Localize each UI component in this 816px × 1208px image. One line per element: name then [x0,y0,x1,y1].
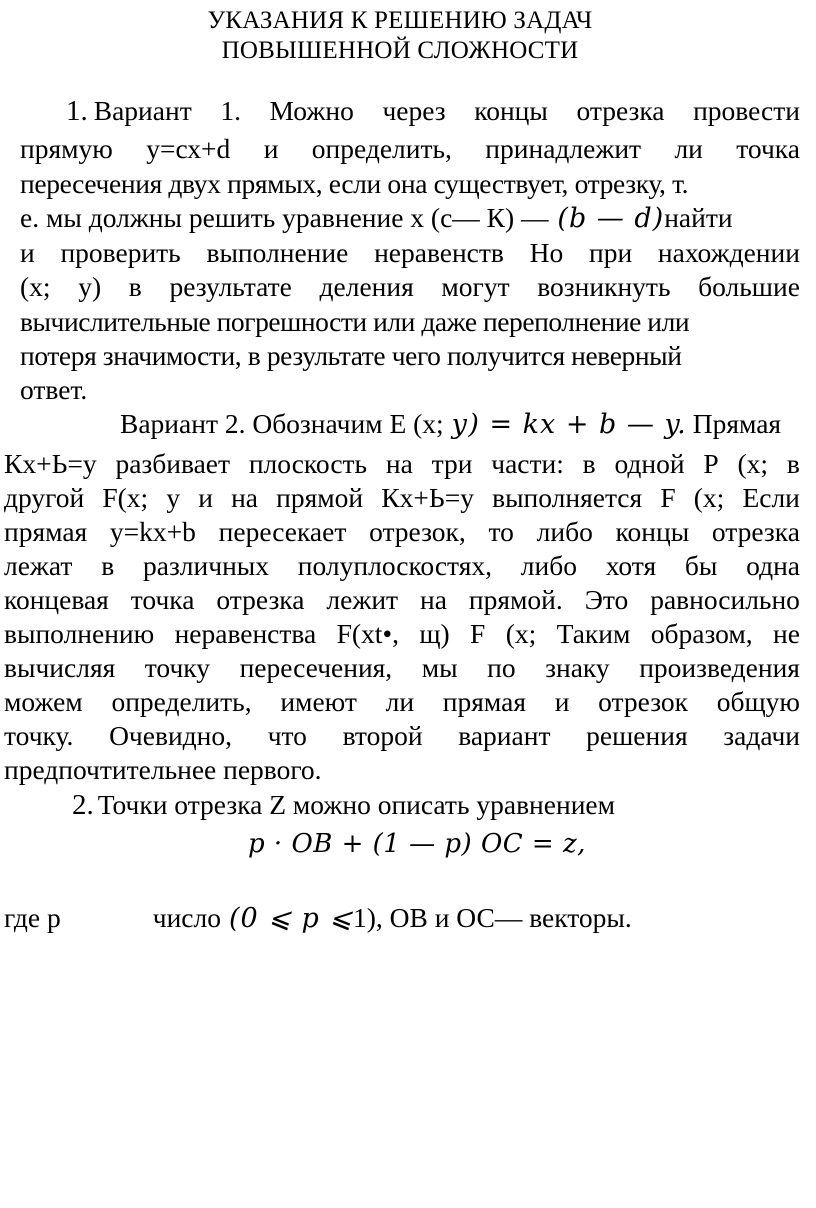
item1-number: 1. [66,95,88,127]
heading-line-2: ПОВЫШЕННОЙ СЛОЖНОСТИ [221,37,579,64]
word: образом, [650,618,753,649]
word: (х; [737,448,769,479]
word: определить, [111,686,252,717]
word: прямая [4,516,88,547]
word: решения [586,720,688,751]
item1-after-formula: найти [664,202,733,233]
item2-line-1 [72,789,800,821]
word: бы [684,550,718,581]
word: полуплоскостях, [297,550,492,581]
word: и [20,237,35,268]
variant2-line-1 [120,408,800,441]
variant2-line-4 [4,516,800,548]
item1-line-9-text: ответ. [20,374,88,405]
word: (х; [20,271,51,302]
word: точка [736,133,800,164]
word: имеют [280,686,357,717]
variant2-line-10 [4,720,800,752]
word: точку [144,652,211,683]
item1-formula: (b — d) [557,203,665,234]
variant2-line-11-text: предпочтительнее первого. [4,754,322,785]
word: результате [169,271,292,302]
variant2-line-8 [4,652,800,684]
word: прямой. [468,584,563,615]
word: Вариант [93,95,192,126]
item1-line-3 [20,168,800,200]
word: неравенства [174,618,317,649]
word: Можно [269,95,354,126]
word: пересекает [218,516,347,547]
word: нахождении [657,237,800,268]
word: плоскость [248,448,368,479]
word: знаку [545,652,610,683]
item1-line-7-text: вычислительные погрешности или даже переполнение или [20,306,690,337]
word: через [382,95,446,126]
word: у) [78,271,102,302]
word: отрезка [576,95,665,126]
word: общую [716,686,800,717]
word: одной [614,448,685,479]
word: Кх+Ь=у [4,448,97,479]
word: ли [674,133,703,164]
word: отрезка [216,584,305,615]
word: Р [703,448,719,479]
word: могут [441,271,510,302]
word: прямой [276,482,364,513]
word: что [267,720,307,751]
word: можем [4,686,83,717]
word: Очевидно, [109,720,232,751]
word: в [786,448,800,479]
word: в [128,271,142,302]
word: равносильно [650,584,800,615]
item1-line-3-text: пересечения двух прямых, если она существует, отрезку, т. [20,168,689,199]
word: и [198,482,213,513]
word: выполняется [492,482,643,513]
item1-line-6 [20,271,800,303]
heading-line-1: УКАЗАНИЯ К РЕШЕНИЮ ЗАДАЧ [207,7,593,34]
item1-line-2 [20,133,800,165]
item1-line-1-text [94,95,800,127]
word: 1. [220,95,241,126]
word: y=kx+b [109,516,196,547]
word: задачи [723,720,800,751]
word: три [431,448,473,479]
word: лежат [4,550,73,581]
word: в [101,550,115,581]
word: произведения [639,652,800,683]
word: F(x; [102,482,149,513]
word: и [554,686,570,717]
word: в [582,448,596,479]
word: различных [142,550,270,581]
item2-number: 2. [72,789,94,821]
item1-line-8-text: потеря значимости, в результате чего получится неверный [20,340,682,371]
word: второй [342,720,423,751]
word: либо [520,550,577,581]
item2-number-word: число [152,902,221,933]
word: лежит [326,584,399,615]
word: выполнение [206,237,349,268]
item2-where-label: где р [4,902,61,933]
word: у=сх+d [146,133,231,164]
word: отрезок, [369,516,466,547]
variant2-line-11 [4,754,800,786]
word: на [231,482,259,513]
word: Но [529,237,564,268]
word: провести [693,95,800,126]
item1-line-4 [20,202,800,235]
word: концевая [4,584,109,615]
word: отрезка [711,516,800,547]
word: прямая [442,686,526,717]
word: одна [746,550,800,581]
item1-line-8 [20,340,800,372]
item1-line-5 [20,237,800,269]
word: Если [742,482,800,513]
word: части: [491,448,564,479]
word: другой [4,482,85,513]
word: Таким [556,618,631,649]
item1-line-4-text: е. мы должны решить уравнение х (с— К) — [20,202,556,233]
item2-range-end: 1), ОВ и ОС— векторы. [352,902,632,933]
word: концы [474,95,548,126]
word: на [420,584,447,615]
word: хотя [605,550,657,581]
word: F(xt•, [336,618,399,649]
word: определить, [311,133,452,164]
item2-line-3 [4,902,800,935]
word: на [385,448,413,479]
word: большие [698,271,800,302]
word: деления [319,271,414,302]
word: Кх+Ь=у [381,482,474,513]
word: точка [130,584,195,615]
word: принадлежит [485,133,642,164]
variant2-line-3 [4,482,800,514]
item1-line-1 [66,95,800,127]
word: ли [385,686,415,717]
word: не [773,618,800,649]
word: точку. [4,720,74,751]
word: неравенств [374,237,504,268]
word: концы [615,516,690,547]
word: проверить [60,237,181,268]
variant2-line-5 [4,550,800,582]
word: прямую [20,133,113,164]
variant2-line-6 [4,584,800,616]
word: (х; [693,482,725,513]
word: F [660,482,676,513]
variant2-intro-end: Прямая [692,408,782,439]
word: то [488,516,514,547]
word: разбивает [115,448,231,479]
word: выполнению [4,618,155,649]
item1-line-9 [20,374,800,406]
item2-equation: p · OB + (1 — p) OC = z, [248,829,586,859]
word: (х; [505,618,537,649]
item2-text: Точки отрезка Z можно описать уравнением [97,789,616,820]
variant2-line-2 [4,448,800,480]
variant2-line-9 [4,686,800,718]
variant2-formula: у) = kx + b — y. [451,409,687,440]
word: по [487,652,516,683]
variant2-line-7 [4,618,800,650]
item2-range-formula: (0 ⩽ p ⩽ [228,903,353,934]
word: пересечения, [239,652,393,683]
word: либо [536,516,593,547]
word: и [263,133,279,164]
item1-line-7 [20,306,800,338]
variant2-intro: Вариант 2. Обозначим Е (х; [120,408,444,439]
word: Это [584,584,629,615]
word: отрезок [598,686,689,717]
word: вариант [458,720,551,751]
word: вычисляя [4,652,116,683]
word: у [166,482,181,513]
word: F [470,618,486,649]
word: мы [421,652,458,683]
word: щ) [419,618,450,649]
word: при [589,237,633,268]
word: возникнуть [537,271,671,302]
